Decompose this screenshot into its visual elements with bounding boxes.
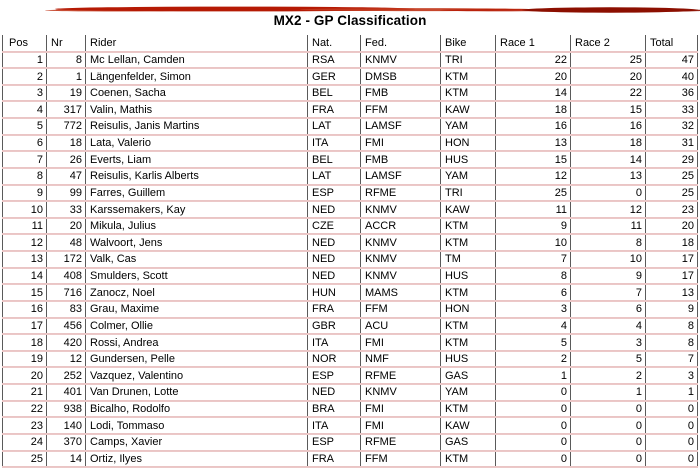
col-header-rider: Rider <box>85 35 307 51</box>
cell-fed: RFME <box>360 368 440 383</box>
cell-total: 0 <box>645 418 698 433</box>
cell-rider: Mikula, Julius <box>85 219 307 234</box>
cell-nat: ESP <box>307 368 360 383</box>
cell-bike: YAM <box>440 169 495 184</box>
table-row <box>2 102 698 119</box>
cell-fed: KNMV <box>360 235 440 250</box>
cell-race1: 6 <box>495 285 570 300</box>
cell-nr: 317 <box>46 102 85 117</box>
cell-fed: LAMSF <box>360 119 440 134</box>
table-row <box>2 202 698 219</box>
cell-race1: 0 <box>495 418 570 433</box>
cell-pos: 12 <box>2 235 46 250</box>
cell-bike: KTM <box>440 285 495 300</box>
cell-nat: NED <box>307 202 360 217</box>
col-header-bike: Bike <box>440 35 495 51</box>
cell-race2: 11 <box>570 219 645 234</box>
cell-fed: RFME <box>360 186 440 201</box>
cell-total: 17 <box>645 252 698 267</box>
cell-bike: KTM <box>440 69 495 84</box>
table-row <box>2 368 698 385</box>
cell-rider: Lodi, Tommaso <box>85 418 307 433</box>
table-row <box>2 302 698 319</box>
cell-nat: ITA <box>307 335 360 350</box>
col-header-nat: Nat. <box>307 35 360 51</box>
cell-race1: 18 <box>495 102 570 117</box>
cell-race2: 25 <box>570 53 645 68</box>
cell-race2: 15 <box>570 102 645 117</box>
cell-fed: FFM <box>360 452 440 467</box>
cell-total: 0 <box>645 402 698 417</box>
cell-race2: 8 <box>570 235 645 250</box>
cell-rider: Rossi, Andrea <box>85 335 307 350</box>
table-row <box>2 119 698 136</box>
col-header-pos: Pos <box>2 35 46 51</box>
cell-race2: 5 <box>570 352 645 367</box>
cell-fed: NMF <box>360 352 440 367</box>
table-row <box>2 252 698 269</box>
cell-fed: KNMV <box>360 269 440 284</box>
cell-nr: 140 <box>46 418 85 433</box>
cell-rider: Mc Lellan, Camden <box>85 53 307 68</box>
cell-race2: 9 <box>570 269 645 284</box>
cell-nat: HUN <box>307 285 360 300</box>
cell-total: 0 <box>645 452 698 467</box>
cell-bike: GAS <box>440 368 495 383</box>
cell-nat: NED <box>307 235 360 250</box>
cell-nat: GBR <box>307 319 360 334</box>
table-row <box>2 285 698 302</box>
cell-pos: 19 <box>2 352 46 367</box>
cell-pos: 9 <box>2 186 46 201</box>
cell-pos: 1 <box>2 53 46 68</box>
cell-race1: 7 <box>495 252 570 267</box>
cell-pos: 23 <box>2 418 46 433</box>
cell-fed: KNMV <box>360 252 440 267</box>
cell-race2: 7 <box>570 285 645 300</box>
cell-fed: RFME <box>360 435 440 450</box>
cell-nat: GER <box>307 69 360 84</box>
col-header-total: Total <box>645 35 698 51</box>
cell-total: 8 <box>645 335 698 350</box>
cell-pos: 13 <box>2 252 46 267</box>
cell-nr: 12 <box>46 352 85 367</box>
cell-nr: 172 <box>46 252 85 267</box>
cell-total: 40 <box>645 69 698 84</box>
cell-race2: 1 <box>570 385 645 400</box>
cell-bike: HON <box>440 136 495 151</box>
cell-bike: KTM <box>440 219 495 234</box>
cell-race2: 22 <box>570 86 645 101</box>
cell-fed: FMB <box>360 152 440 167</box>
table-row <box>2 186 698 203</box>
cell-nat: CZE <box>307 219 360 234</box>
cell-bike: GAS <box>440 435 495 450</box>
cell-bike: TM <box>440 252 495 267</box>
cell-nr: 938 <box>46 402 85 417</box>
cell-bike: KAW <box>440 102 495 117</box>
cell-race1: 0 <box>495 435 570 450</box>
cell-nat: ITA <box>307 136 360 151</box>
cell-race2: 6 <box>570 302 645 317</box>
cell-fed: ACCR <box>360 219 440 234</box>
cell-rider: Grau, Maxime <box>85 302 307 317</box>
page-title: MX2 - GP Classification <box>273 13 427 28</box>
cell-rider: Gundersen, Pelle <box>85 352 307 367</box>
cell-race1: 0 <box>495 452 570 467</box>
cell-nr: 33 <box>46 202 85 217</box>
cell-nr: 14 <box>46 452 85 467</box>
cell-bike: HON <box>440 302 495 317</box>
cell-total: 17 <box>645 269 698 284</box>
cell-nr: 18 <box>46 136 85 151</box>
cell-pos: 25 <box>2 452 46 467</box>
cell-total: 13 <box>645 285 698 300</box>
cell-pos: 4 <box>2 102 46 117</box>
classification-table <box>2 35 698 468</box>
cell-rider: Colmer, Ollie <box>85 319 307 334</box>
cell-bike: TRI <box>440 186 495 201</box>
cell-rider: Smulders, Scott <box>85 269 307 284</box>
cell-race1: 12 <box>495 169 570 184</box>
cell-total: 31 <box>645 136 698 151</box>
cell-total: 7 <box>645 352 698 367</box>
cell-pos: 21 <box>2 385 46 400</box>
table-row <box>2 452 698 469</box>
cell-nat: RSA <box>307 53 360 68</box>
cell-nat: NOR <box>307 352 360 367</box>
cell-nat: FRA <box>307 452 360 467</box>
table-row <box>2 53 698 70</box>
cell-pos: 24 <box>2 435 46 450</box>
cell-fed: FFM <box>360 302 440 317</box>
cell-fed: DMSB <box>360 69 440 84</box>
cell-bike: HUS <box>440 269 495 284</box>
cell-total: 1 <box>645 385 698 400</box>
cell-bike: KTM <box>440 235 495 250</box>
cell-race1: 15 <box>495 152 570 167</box>
cell-race2: 4 <box>570 319 645 334</box>
cell-pos: 15 <box>2 285 46 300</box>
cell-nat: BEL <box>307 152 360 167</box>
table-row <box>2 86 698 103</box>
cell-nr: 252 <box>46 368 85 383</box>
cell-race1: 3 <box>495 302 570 317</box>
table-row <box>2 352 698 369</box>
cell-race1: 0 <box>495 385 570 400</box>
cell-pos: 11 <box>2 219 46 234</box>
cell-rider: Lata, Valerio <box>85 136 307 151</box>
cell-total: 8 <box>645 319 698 334</box>
cell-race2: 0 <box>570 418 645 433</box>
cell-race2: 12 <box>570 202 645 217</box>
table-header-row <box>2 35 698 53</box>
cell-bike: KTM <box>440 452 495 467</box>
cell-nat: LAT <box>307 169 360 184</box>
table-row <box>2 402 698 419</box>
cell-bike: YAM <box>440 119 495 134</box>
cell-nr: 99 <box>46 186 85 201</box>
cell-race2: 0 <box>570 435 645 450</box>
cell-fed: MAMS <box>360 285 440 300</box>
cell-race1: 1 <box>495 368 570 383</box>
cell-rider: Reisulis, Janis Martins <box>85 119 307 134</box>
table-row <box>2 319 698 336</box>
cell-nat: ESP <box>307 435 360 450</box>
cell-fed: KNMV <box>360 202 440 217</box>
table-row <box>2 269 698 286</box>
cell-total: 25 <box>645 169 698 184</box>
cell-rider: Everts, Liam <box>85 152 307 167</box>
cell-fed: FMI <box>360 418 440 433</box>
cell-nr: 19 <box>46 86 85 101</box>
cell-pos: 20 <box>2 368 46 383</box>
cell-race1: 22 <box>495 53 570 68</box>
cell-rider: Valk, Cas <box>85 252 307 267</box>
cell-race1: 16 <box>495 119 570 134</box>
cell-rider: Zanocz, Noel <box>85 285 307 300</box>
cell-nat: ITA <box>307 418 360 433</box>
cell-nr: 26 <box>46 152 85 167</box>
results-rows <box>2 53 698 469</box>
cell-fed: FMI <box>360 402 440 417</box>
cell-nr: 716 <box>46 285 85 300</box>
cell-nat: NED <box>307 269 360 284</box>
cell-pos: 3 <box>2 86 46 101</box>
cell-fed: FMI <box>360 136 440 151</box>
cell-race2: 3 <box>570 335 645 350</box>
table-row <box>2 418 698 435</box>
cell-race1: 25 <box>495 186 570 201</box>
cell-bike: KTM <box>440 402 495 417</box>
cell-rider: Ortiz, Ilyes <box>85 452 307 467</box>
cell-race2: 2 <box>570 368 645 383</box>
cell-total: 32 <box>645 119 698 134</box>
cell-fed: FMI <box>360 335 440 350</box>
cell-pos: 8 <box>2 169 46 184</box>
cell-rider: Coenen, Sacha <box>85 86 307 101</box>
cell-fed: KNMV <box>360 53 440 68</box>
col-header-race2: Race 2 <box>570 35 645 51</box>
cell-bike: KAW <box>440 202 495 217</box>
cell-rider: Van Drunen, Lotte <box>85 385 307 400</box>
cell-nat: LAT <box>307 119 360 134</box>
cell-total: 33 <box>645 102 698 117</box>
cell-rider: Farres, Guillem <box>85 186 307 201</box>
cell-rider: Reisulis, Karlis Alberts <box>85 169 307 184</box>
cell-pos: 10 <box>2 202 46 217</box>
cell-total: 0 <box>645 435 698 450</box>
cell-nr: 420 <box>46 335 85 350</box>
cell-pos: 16 <box>2 302 46 317</box>
cell-nr: 1 <box>46 69 85 84</box>
cell-nat: ESP <box>307 186 360 201</box>
cell-race2: 0 <box>570 402 645 417</box>
cell-pos: 7 <box>2 152 46 167</box>
col-header-nr: Nr <box>46 35 85 51</box>
table-row <box>2 136 698 153</box>
cell-nr: 47 <box>46 169 85 184</box>
cell-race2: 16 <box>570 119 645 134</box>
cell-nat: BRA <box>307 402 360 417</box>
cell-race2: 20 <box>570 69 645 84</box>
cell-bike: HUS <box>440 152 495 167</box>
cell-pos: 2 <box>2 69 46 84</box>
table-row <box>2 169 698 186</box>
table-row <box>2 385 698 402</box>
cell-fed: LAMSF <box>360 169 440 184</box>
col-header-race1: Race 1 <box>495 35 570 51</box>
cell-total: 36 <box>645 86 698 101</box>
cell-bike: KTM <box>440 335 495 350</box>
cell-nat: FRA <box>307 102 360 117</box>
cell-race2: 13 <box>570 169 645 184</box>
cell-rider: Karssemakers, Kay <box>85 202 307 217</box>
cell-total: 3 <box>645 368 698 383</box>
cell-nr: 401 <box>46 385 85 400</box>
cell-bike: TRI <box>440 53 495 68</box>
cell-bike: YAM <box>440 385 495 400</box>
cell-nr: 456 <box>46 319 85 334</box>
cell-fed: FMB <box>360 86 440 101</box>
cell-race1: 9 <box>495 219 570 234</box>
table-row <box>2 69 698 86</box>
cell-pos: 18 <box>2 335 46 350</box>
cell-rider: Vazquez, Valentino <box>85 368 307 383</box>
col-header-fed: Fed. <box>360 35 440 51</box>
cell-rider: Valin, Mathis <box>85 102 307 117</box>
cell-race1: 11 <box>495 202 570 217</box>
cell-pos: 22 <box>2 402 46 417</box>
cell-race2: 14 <box>570 152 645 167</box>
cell-total: 18 <box>645 235 698 250</box>
cell-nr: 8 <box>46 53 85 68</box>
cell-rider: Längenfelder, Simon <box>85 69 307 84</box>
cell-nr: 48 <box>46 235 85 250</box>
table-row <box>2 235 698 252</box>
cell-nat: NED <box>307 385 360 400</box>
cell-pos: 17 <box>2 319 46 334</box>
table-row <box>2 335 698 352</box>
cell-bike: KTM <box>440 86 495 101</box>
cell-race1: 10 <box>495 235 570 250</box>
table-row <box>2 219 698 236</box>
cell-nat: BEL <box>307 86 360 101</box>
cell-nr: 20 <box>46 219 85 234</box>
cell-fed: KNMV <box>360 385 440 400</box>
cell-bike: HUS <box>440 352 495 367</box>
cell-race2: 18 <box>570 136 645 151</box>
cell-race1: 5 <box>495 335 570 350</box>
cell-nat: NED <box>307 252 360 267</box>
cell-rider: Camps, Xavier <box>85 435 307 450</box>
table-row <box>2 152 698 169</box>
cell-pos: 5 <box>2 119 46 134</box>
cell-nr: 772 <box>46 119 85 134</box>
cell-pos: 6 <box>2 136 46 151</box>
cell-race1: 0 <box>495 402 570 417</box>
cell-rider: Bicalho, Rodolfo <box>85 402 307 417</box>
cell-pos: 14 <box>2 269 46 284</box>
cell-total: 47 <box>645 53 698 68</box>
cell-total: 23 <box>645 202 698 217</box>
cell-bike: KAW <box>440 418 495 433</box>
cell-race1: 20 <box>495 69 570 84</box>
cell-total: 20 <box>645 219 698 234</box>
cell-fed: ACU <box>360 319 440 334</box>
cell-nr: 370 <box>46 435 85 450</box>
cell-race1: 14 <box>495 86 570 101</box>
cell-nat: FRA <box>307 302 360 317</box>
cell-race1: 13 <box>495 136 570 151</box>
cell-race1: 2 <box>495 352 570 367</box>
cell-race1: 8 <box>495 269 570 284</box>
cell-nr: 83 <box>46 302 85 317</box>
cell-bike: KTM <box>440 319 495 334</box>
cell-race1: 4 <box>495 319 570 334</box>
cell-race2: 0 <box>570 452 645 467</box>
cell-total: 9 <box>645 302 698 317</box>
cell-race2: 10 <box>570 252 645 267</box>
cell-nr: 408 <box>46 269 85 284</box>
cell-fed: FFM <box>360 102 440 117</box>
cell-rider: Walvoort, Jens <box>85 235 307 250</box>
cell-race2: 0 <box>570 186 645 201</box>
cell-total: 29 <box>645 152 698 167</box>
cell-total: 25 <box>645 186 698 201</box>
table-row <box>2 435 698 452</box>
